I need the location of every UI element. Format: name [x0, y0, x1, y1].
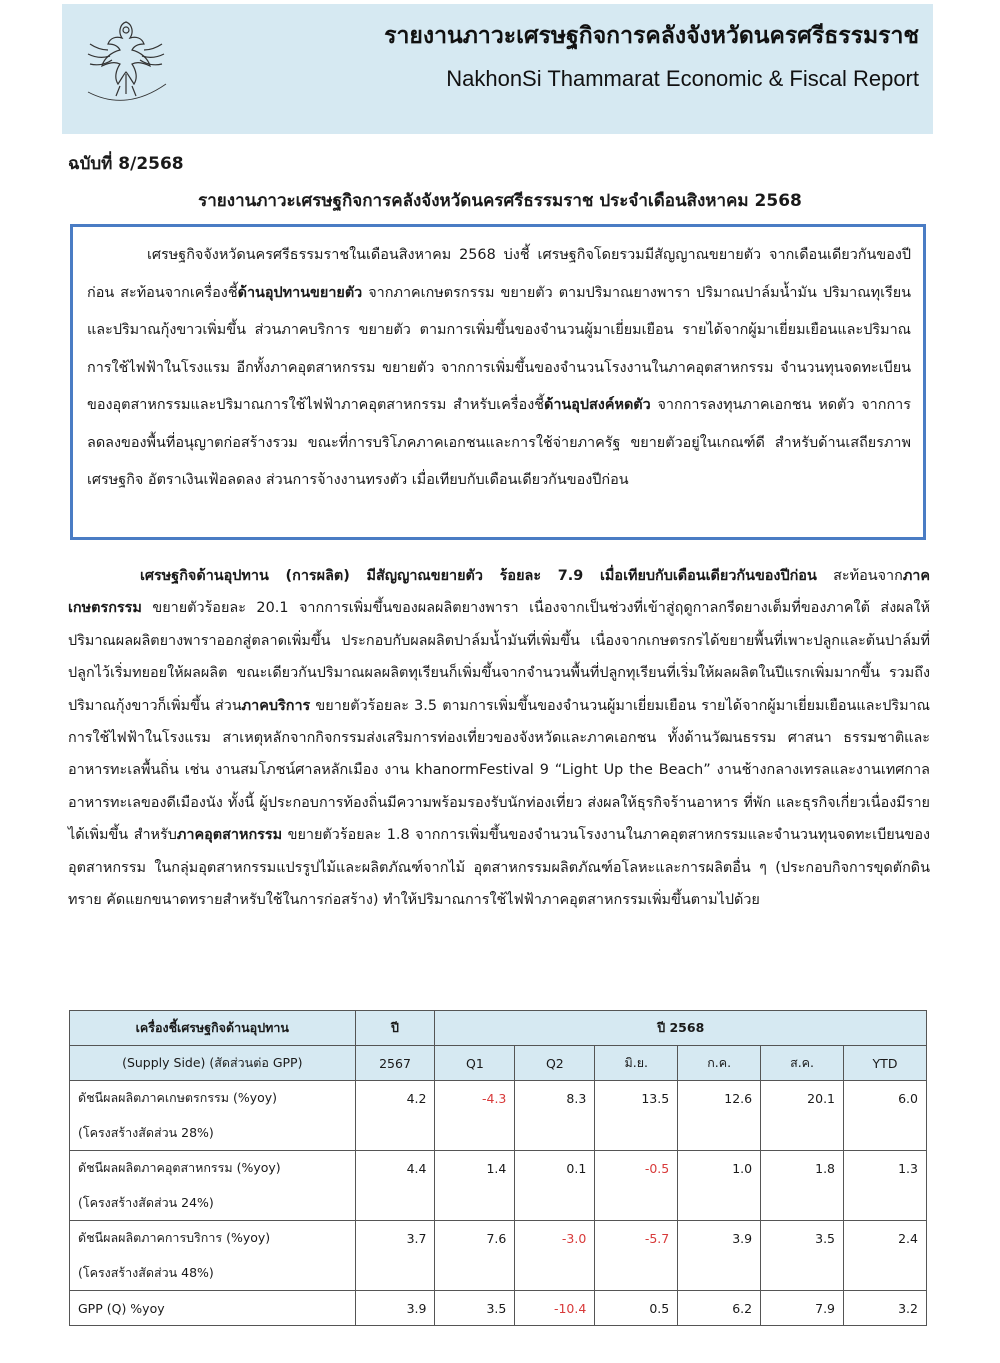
header-title-english: NakhonSi Thammarat Economic & Fiscal Report: [446, 66, 919, 91]
row-label: ดัชนีผลผลิตภาคการบริการ (%yoy): [70, 1221, 356, 1256]
cell-value: -0.5: [595, 1151, 678, 1186]
header-title-thai: รายงานภาวะเศรษฐกิจการคลังจังหวัดนครศรีธรรมราช: [384, 23, 919, 49]
summary-text-3: จากการลงทุนภาคเอกชน หดตัว จากการลดลงของพื้นที่อนุญาตก่อสร้างรวม ขณะที่การบริโภคภาคเอกชนและการใช้จ่ายภาครัฐ ขยายตัวอยู่ในเกณฑ์ดี สำหรับด้านเสถียรภาพเศรษฐกิจ อัตราเงินเฟ้อลดลง ส่วนการจ้างงานทรงตัว เมื่อเทียบกับเดือนเดียวกันของปีก่อน: [87, 397, 911, 488]
table-column-header: Q2: [515, 1046, 595, 1081]
agriculture-label: ภาคเกษตรกรรม: [68, 568, 931, 617]
service-label: ภาคบริการ: [241, 697, 311, 714]
table-header-prev-year: ปี: [355, 1011, 435, 1046]
cell-value: 7.6: [435, 1221, 515, 1256]
supply-side-section: [68, 560, 930, 916]
summary-highlight-supply: ด้านอุปทานขยายตัว: [237, 284, 363, 301]
table-column-header: มิ.ย.: [595, 1046, 678, 1081]
row-sublabel: (โครงสร้างสัดส่วน 48%): [70, 1256, 356, 1291]
summary-highlight-demand: ด้านอุปสงค์หดตัว: [543, 397, 651, 413]
cell-value: 3.5: [761, 1221, 844, 1256]
summary-text-1: เศรษฐกิจจังหวัดนครศรีธรรมราชในเดือนสิงหาคม 2568 บ่งชี้ เศรษฐกิจโดยรวมมีสัญญาณขยายตัว จากเดือนเดียวกันของปีก่อน สะท้อนจากเครื่องชี้: [87, 247, 911, 301]
cell-value: 0.5: [595, 1291, 678, 1326]
supply-lead-sentence: เศรษฐกิจด้านอุปทาน (การผลิต) มีสัญญาณขยายตัว ร้อยละ 7.9 เมื่อเทียบกับเดือนเดียวกันของปีก่อน: [140, 568, 817, 584]
table-row-sub: [70, 1116, 927, 1151]
table-row: [70, 1221, 927, 1256]
table-row: [70, 1291, 927, 1326]
row-label: GPP (Q) %yoy: [70, 1291, 356, 1326]
cell-value: 3.7: [355, 1221, 435, 1256]
table-row: [70, 1151, 927, 1186]
row-sublabel: (โครงสร้างสัดส่วน 24%): [70, 1186, 356, 1221]
cell-value: 7.9: [761, 1291, 844, 1326]
cell-value: -4.3: [435, 1081, 515, 1116]
cell-value: 4.4: [355, 1151, 435, 1186]
cell-value: 4.2: [355, 1081, 435, 1116]
report-title: รายงานภาวะเศรษฐกิจการคลังจังหวัดนครศรีธรรมราช ประจำเดือนสิงหาคม 2568: [198, 191, 802, 211]
table-header-current-year: ปี 2568: [435, 1011, 927, 1046]
garuda-logo-icon: [80, 14, 172, 106]
body-text-4: ขยายตัวร้อยละ 1.8 จากการเพิ่มขึ้นของจำนวนโรงงานในภาคอุตสาหกรรมและจำนวนทุนจดทะเบียนของอุตสาหกรรม ในกลุ่มอุตสาหกรรมแปรรูปไม้และผลิตภัณฑ์จากไม้ อุตสาหกรรมผลิตภัณฑ์อโลหะและการผลิตอื่น ๆ (ประกอบกิจการขุดตักดิน ทราย คัดแยกขนาดทรายสำหรับใช้ในการก่อสร้าง) ทำให้ปริมาณการใช้ไฟฟ้าภาคอุตสาหกรรมเพิ่มขึ้นตามไปด้วย: [68, 827, 930, 909]
summary-box: [70, 224, 926, 540]
table-header-supply-side: (Supply Side) (สัดส่วนต่อ GPP): [70, 1046, 356, 1081]
cell-value: 3.9: [678, 1221, 761, 1256]
row-sublabel: (โครงสร้างสัดส่วน 28%): [70, 1116, 356, 1151]
cell-value: -5.7: [595, 1221, 678, 1256]
summary-paragraph: [87, 237, 911, 500]
table-column-header: ก.ค.: [678, 1046, 761, 1081]
row-label: ดัชนีผลผลิตภาคอุตสาหกรรม (%yoy): [70, 1151, 356, 1186]
cell-value: 13.5: [595, 1081, 678, 1116]
cell-value: 20.1: [761, 1081, 844, 1116]
table-row: [70, 1081, 927, 1116]
cell-value: 8.3: [515, 1081, 595, 1116]
report-header: [62, 4, 933, 134]
cell-value: 1.8: [761, 1151, 844, 1186]
summary-text-2: จากภาคเกษตรกรรม ขยายตัว ตามปริมาณยางพารา ปริมาณปาล์มน้ำมัน ปริมาณทุเรียนและปริมาณกุ้งขาวเพิ่มขึ้น ส่วนภาคบริการ ขยายตัว ตามการเพิ่มขึ้นของจำนวนผู้มาเยี่ยมเยือน รายได้จากผู้มาเยี่ยมเยือนและปริมาณการใช้ไฟฟ้าในโรงแรม อีกทั้งภาคอุตสาหกรรม ขยายตัว จากการเพิ่มขึ้นของจำนวนโรงงานในภาคอุตสาหกรรม จำนวนทุนจดทะเบียนของอุตสาหกรรมและปริมาณการใช้ไฟฟ้าภาคอุตสาหกรรม สำหรับเครื่องชี้: [87, 284, 912, 413]
supply-indicator-table: [69, 1010, 927, 1326]
table-column-header: YTD: [844, 1046, 927, 1081]
cell-value: 1.3: [844, 1151, 927, 1186]
body-text-1: สะท้อนจาก: [816, 568, 903, 584]
table-header-prev-year-value: 2567: [355, 1046, 435, 1081]
cell-value: -10.4: [515, 1291, 595, 1326]
cell-value: 3.9: [355, 1291, 435, 1326]
cell-value: 6.2: [678, 1291, 761, 1326]
cell-value: 3.5: [435, 1291, 515, 1326]
supply-side-paragraph: [68, 560, 930, 916]
cell-value: 1.0: [678, 1151, 761, 1186]
issue-number: ฉบับที่ 8/2568: [68, 154, 184, 174]
table-column-header: Q1: [435, 1046, 515, 1081]
cell-value: 6.0: [844, 1081, 927, 1116]
body-text-2: ขยายตัวร้อยละ 20.1 จากการเพิ่มขึ้นของผลผลิตยางพารา เนื่องจากเป็นช่วงที่เข้าสู่ฤดูกาลกรีดยางเต็มที่ของภาคใต้ ส่งผลให้ปริมาณผลผลิตยางพาราออกสู่ตลาดเพิ่มขึ้น ประกอบกับผลผลิตปาล์มน้ำมันที่เพิ่มขึ้น เนื่องจากเกษตรกรได้ขยายพื้นที่เพาะปลูกและต้นปาล์มที่ปลูกไว้เริ่มทยอยให้ผลผลิต ขณะเดียวกันปริมาณผลผลิตทุเรียนก็เพิ่มขึ้นจากจำนวนพื้นที่ปลูกทุเรียนที่เริ่มให้ผลผลิตในปีแรกเพิ่มมากขึ้น รวมถึงปริมาณกุ้งขาวก็เพิ่มขึ้น ส่วน: [68, 600, 930, 714]
cell-value: 3.2: [844, 1291, 927, 1326]
table-column-header: ส.ค.: [761, 1046, 844, 1081]
body-text-3: ขยายตัวร้อยละ 3.5 ตามการเพิ่มขึ้นของจำนวนผู้มาเยี่ยมเยือน รายได้จากผู้มาเยี่ยมเยือนและปริมาณการใช้ไฟฟ้าในโรงแรม สาเหตุหลักจากกิจกรรมส่งเสริมการท่องเที่ยวของจังหวัดและภาคเอกชน ทั้งด้านวัฒนธรรม ศาสนา ธรรมชาติและอาหารทะเลพื้นถิ่น เช่น งานสมโภชน์ศาลหลักเมือง งาน khanormFestival 9 “Light Up the Beach” งานช้างกลางเทรลและงานเทศกาลอาหารทะเลของดีเมืองนัง ทั้งนี้ ผู้ประกอบการท้องถิ่นมีความพร้อมรองรับนักท่องเที่ยว ส่งผลให้ธุรกิจร้านอาหาร ที่พัก และธุรกิจเกี่ยวเนื่องมีรายได้เพิ่มขึ้น สำหรับ: [68, 697, 930, 844]
table-row-sub: [70, 1256, 927, 1291]
cell-value: 12.6: [678, 1081, 761, 1116]
row-label: ดัชนีผลผลิตภาคเกษตรกรรม (%yoy): [70, 1081, 356, 1116]
cell-value: 1.4: [435, 1151, 515, 1186]
cell-value: 0.1: [515, 1151, 595, 1186]
industry-label: ภาคอุตสาหกรรม: [176, 827, 283, 844]
cell-value: -3.0: [515, 1221, 595, 1256]
table-row-sub: [70, 1186, 927, 1221]
table-header-indicator: เครื่องชี้เศรษฐกิจด้านอุปทาน: [70, 1011, 356, 1046]
cell-value: 2.4: [844, 1221, 927, 1256]
